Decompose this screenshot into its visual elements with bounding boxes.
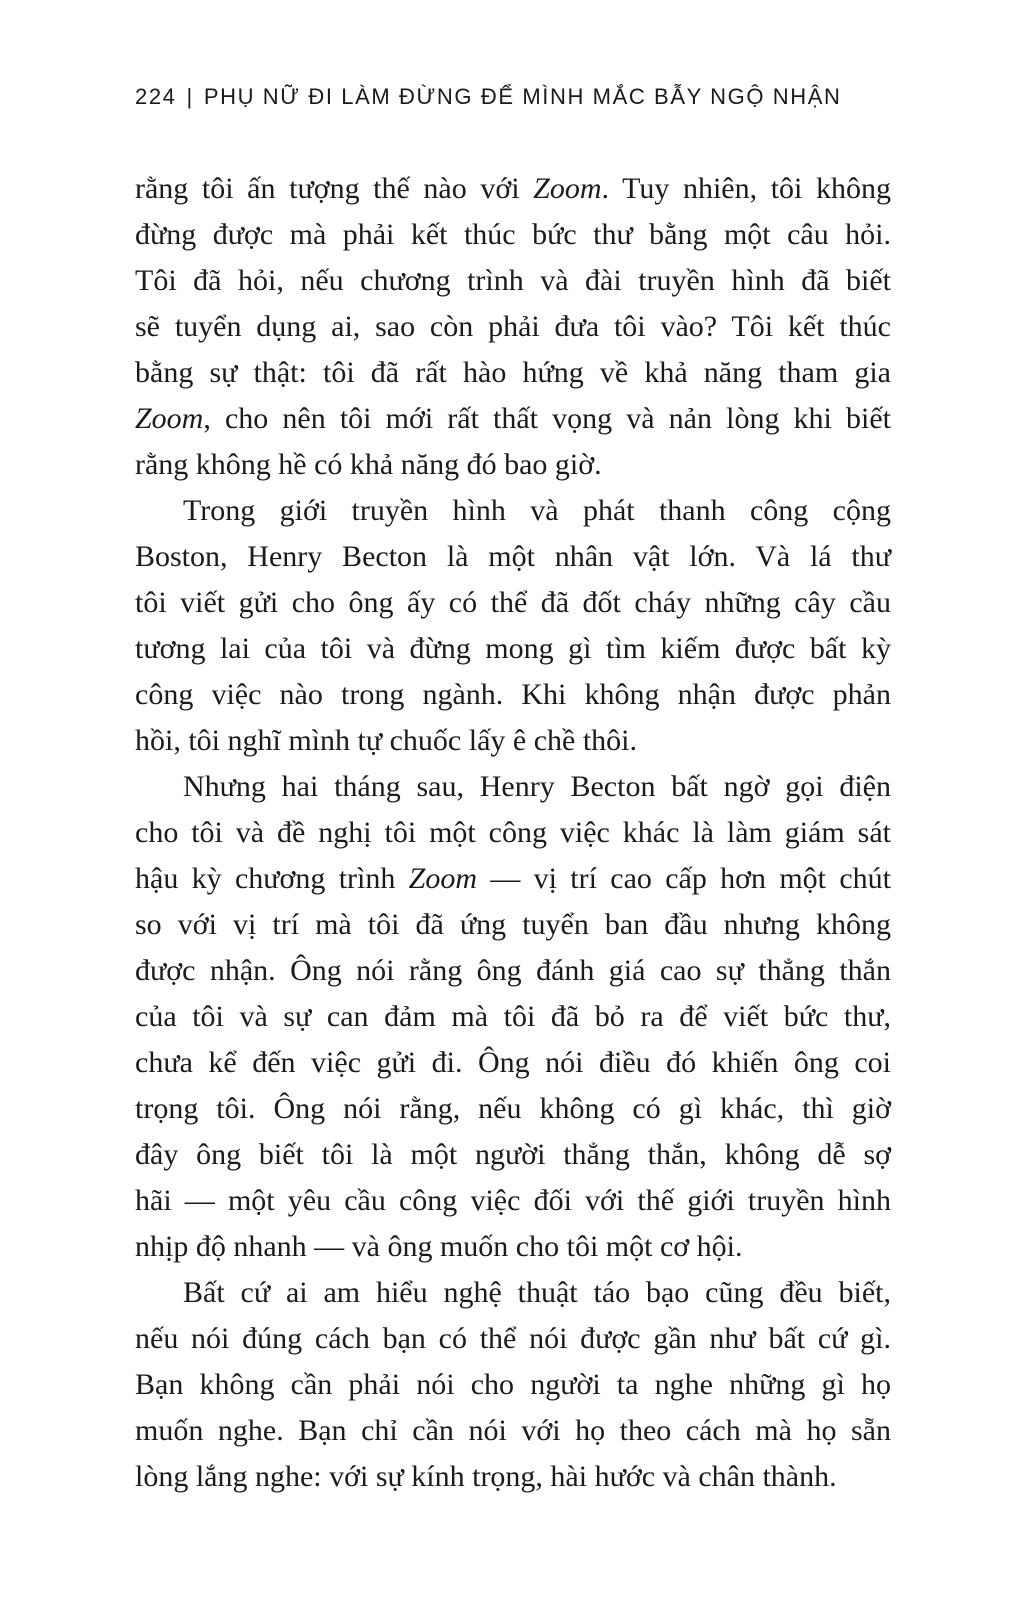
- text-line: [135, 1408, 891, 1454]
- page-header: [135, 84, 891, 110]
- text-segment: Nhưng hai tháng sau, Henry Becton bất ngờ gọi điện: [183, 770, 891, 803]
- text-line: [135, 488, 891, 534]
- text-line: [135, 1316, 891, 1362]
- text-segment: — vị trí cao cấp hơn một chút: [477, 862, 891, 895]
- text-line: [135, 580, 891, 626]
- text-line: [135, 718, 891, 764]
- text-line: [135, 258, 891, 304]
- text-segment: của tôi và sự can đảm mà tôi đã bỏ ra để viết bức thư,: [135, 1000, 891, 1033]
- text-segment: hậu kỳ chương trình: [135, 862, 409, 895]
- text-segment: Trong giới truyền hình và phát thanh công cộng: [183, 494, 891, 527]
- text-segment: rằng tôi ấn tượng thế nào với: [135, 172, 534, 205]
- text-segment: rằng không hề có khả năng đó bao giờ.: [135, 448, 602, 481]
- text-segment: . Tuy nhiên, tôi không: [601, 172, 891, 205]
- text-segment: công việc nào trong ngành. Khi không nhận được phản: [135, 678, 891, 711]
- header-separator: |: [186, 84, 194, 109]
- text-line: [135, 1224, 891, 1270]
- text-segment: Bất cứ ai am hiểu nghệ thuật táo bạo cũng đều biết,: [183, 1276, 891, 1309]
- text-line: [135, 1132, 891, 1178]
- text-line: [135, 994, 891, 1040]
- text-segment: chưa kể đến việc gửi đi. Ông nói điều đó khiến ông coi: [135, 1046, 891, 1079]
- text-line: [135, 948, 891, 994]
- text-line: [135, 534, 891, 580]
- text-segment: , cho nên tôi mới rất thất vọng và nản lòng khi biết: [203, 402, 891, 435]
- text-segment: được nhận. Ông nói rằng ông đánh giá cao sự thẳng thắn: [135, 954, 891, 987]
- text-line: [135, 1040, 891, 1086]
- text-segment: so với vị trí mà tôi đã ứng tuyển ban đầu nhưng không: [135, 908, 891, 941]
- italic-text: Zoom: [533, 172, 602, 205]
- text-line: [135, 1362, 891, 1408]
- text-line: [135, 350, 891, 396]
- text-line: [135, 166, 891, 212]
- text-segment: nếu nói đúng cách bạn có thể nói được gần như bất cứ gì.: [135, 1322, 891, 1355]
- text-segment: lòng lắng nghe: với sự kính trọng, hài hước và chân thành.: [135, 1460, 837, 1493]
- text-segment: Bạn không cần phải nói cho người ta nghe những gì họ: [135, 1368, 891, 1401]
- text-segment: cho tôi và đề nghị tôi một công việc khác là làm giám sát: [135, 816, 891, 849]
- text-segment: bằng sự thật: tôi đã rất hào hứng về khả năng tham gia: [135, 356, 891, 389]
- text-line: [135, 902, 891, 948]
- text-segment: đừng được mà phải kết thúc bức thư bằng một câu hỏi.: [135, 218, 891, 251]
- text-segment: đây ông biết tôi là một người thẳng thắn, không dễ sợ: [135, 1138, 891, 1171]
- text-line: [135, 1178, 891, 1224]
- text-segment: Tôi đã hỏi, nếu chương trình và đài truyền hình đã biết: [135, 264, 891, 297]
- text-line: [135, 856, 891, 902]
- text-segment: tôi viết gửi cho ông ấy có thể đã đốt cháy những cây cầu: [135, 586, 891, 619]
- text-segment: nhịp độ nhanh — và ông muốn cho tôi một cơ hội.: [135, 1230, 743, 1263]
- text-line: [135, 1270, 891, 1316]
- italic-text: Zoom: [408, 862, 478, 895]
- text-line: [135, 304, 891, 350]
- text-segment: Boston, Henry Becton là một nhân vật lớn. Và lá thư: [135, 540, 891, 573]
- text-line: [135, 810, 891, 856]
- text-line: [135, 672, 891, 718]
- text-segment: tương lai của tôi và đừng mong gì tìm kiếm được bất kỳ: [135, 632, 891, 665]
- text-segment: hãi — một yêu cầu công việc đối với thế giới truyền hình: [135, 1184, 891, 1217]
- text-line: [135, 764, 891, 810]
- text-line: [135, 626, 891, 672]
- italic-text: Zoom: [135, 402, 204, 435]
- text-segment: trọng tôi. Ông nói rằng, nếu không có gì khác, thì giờ: [135, 1092, 891, 1125]
- text-line: [135, 1454, 891, 1500]
- text-line: [135, 396, 891, 442]
- text-line: [135, 442, 891, 488]
- running-title: PHỤ NỮ ĐI LÀM ĐỪNG ĐỂ MÌNH MẮC BẪY NGỘ NHẬN: [203, 84, 842, 109]
- text-segment: sẽ tuyển dụng ai, sao còn phải đưa tôi vào? Tôi kết thúc: [135, 310, 891, 343]
- page-number: 224: [135, 84, 177, 109]
- text-line: [135, 1086, 891, 1132]
- page-body: [135, 166, 891, 1500]
- text-line: [135, 212, 891, 258]
- text-segment: muốn nghe. Bạn chỉ cần nói với họ theo cách mà họ sẵn: [135, 1414, 891, 1447]
- text-segment: hồi, tôi nghĩ mình tự chuốc lấy ê chề thôi.: [135, 724, 638, 757]
